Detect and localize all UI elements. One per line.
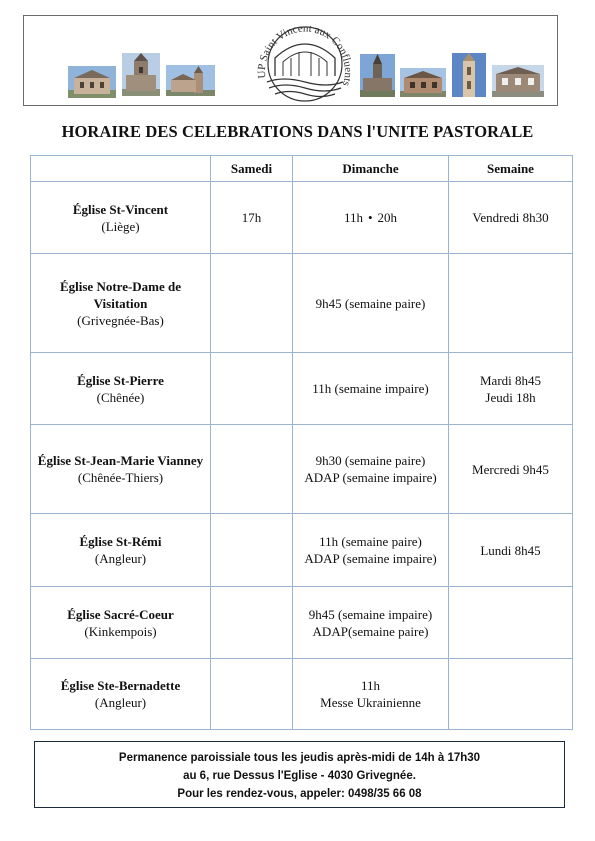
- church-name: Église Sacré-Coeur: [67, 606, 174, 622]
- semaine-time: Jeudi 18h: [485, 389, 536, 405]
- church-cell: [31, 182, 211, 254]
- dimanche-time: 9h45 (semaine impaire): [308, 606, 433, 622]
- church-location: (Angleur): [94, 551, 147, 566]
- dimanche-time: 9h30 (semaine paire): [315, 453, 426, 468]
- parish-office-box: [34, 741, 565, 808]
- dimanche-cell: [293, 659, 449, 730]
- dimanche-cell: [293, 182, 449, 254]
- table-row: [31, 587, 573, 659]
- table-row: [31, 425, 573, 514]
- samedi-cell: [211, 425, 293, 514]
- dimanche-time: ADAP(semaine paire): [312, 623, 429, 639]
- samedi-cell: [211, 514, 293, 587]
- header-samedi: Samedi: [211, 156, 293, 182]
- dimanche-time: 11h: [343, 210, 363, 225]
- semaine-time: Mardi 8h45: [479, 372, 542, 388]
- samedi-cell: [211, 254, 293, 353]
- church-photo-2: [122, 53, 160, 96]
- semaine-cell: [449, 182, 573, 254]
- dimanche-time: Messe Ukrainienne: [320, 695, 421, 710]
- dimanche-time: 20h: [377, 210, 398, 225]
- church-photo-5: [400, 68, 446, 97]
- semaine-cell: [449, 514, 573, 587]
- schedule-table: [30, 155, 573, 730]
- table-row: [31, 254, 573, 353]
- church-location: (Chênée): [96, 389, 145, 405]
- church-location: (Grivegnée-Bas): [77, 312, 164, 328]
- office-hours-text: Permanence paroissiale tous les jeudis après-midi de 14h à 17h30: [118, 752, 481, 764]
- dimanche-time: 11h (semaine paire): [319, 534, 422, 549]
- church-photo-7: [492, 65, 544, 97]
- samedi-cell: [211, 587, 293, 659]
- samedi-cell: [211, 353, 293, 425]
- dimanche-time: 11h (semaine impaire): [312, 381, 429, 396]
- header-banner: [23, 15, 558, 106]
- parish-logo: [253, 24, 357, 104]
- table-row: [31, 514, 573, 587]
- church-cell: [31, 353, 211, 425]
- header-semaine: Semaine: [449, 156, 573, 182]
- church-name: Église St-Vincent: [72, 201, 169, 217]
- dimanche-cell: [293, 353, 449, 425]
- office-phone-text: Pour les rendez-vous, appeler: 0498/35 66 08: [177, 788, 422, 800]
- semaine-time: Lundi 8h45: [480, 542, 541, 558]
- church-photo-3: [166, 65, 215, 96]
- church-location: (Chênée-Thiers): [77, 470, 164, 485]
- samedi-cell: [211, 659, 293, 730]
- dimanche-time: ADAP (semaine impaire): [304, 551, 437, 566]
- semaine-cell: [449, 587, 573, 659]
- church-name: Église Notre-Dame de Visitation: [59, 278, 182, 311]
- church-name: Église St-Rémi: [79, 534, 162, 549]
- header-dimanche: Dimanche: [293, 156, 449, 182]
- church-cell: [31, 425, 211, 514]
- office-address-text: au 6, rue Dessus l'Eglise - 4030 Grivegnée.: [183, 770, 416, 782]
- semaine-time: Mercredi 9h45: [472, 461, 549, 477]
- table-row: [31, 182, 573, 254]
- dimanche-time: ADAP (semaine impaire): [304, 470, 437, 485]
- church-photo-6: [452, 53, 486, 97]
- dimanche-cell: [293, 514, 449, 587]
- semaine-cell: [449, 254, 573, 353]
- dimanche-time: 11h: [360, 678, 381, 693]
- semaine-cell: [449, 353, 573, 425]
- dimanche-cell: [293, 425, 449, 514]
- church-name: Église St-Pierre: [77, 372, 164, 388]
- church-cell: [31, 514, 211, 587]
- bullet-separator: •: [367, 210, 373, 225]
- semaine-cell: [449, 425, 573, 514]
- church-location: (Angleur): [94, 695, 147, 710]
- dimanche-cell: [293, 254, 449, 353]
- church-location: (Kinkempois): [84, 623, 157, 639]
- church-photo-1: [68, 66, 116, 98]
- dimanche-cell: [293, 587, 449, 659]
- table-row: [31, 353, 573, 425]
- semaine-time: Vendredi 8h30: [472, 210, 549, 225]
- church-cell: [31, 254, 211, 353]
- church-name: Église St-Jean-Marie Vianney: [37, 453, 204, 468]
- table-header-row: [31, 156, 573, 182]
- church-cell: [31, 659, 211, 730]
- church-location: (Liège): [101, 218, 140, 234]
- semaine-cell: [449, 659, 573, 730]
- church-name: Église Ste-Bernadette: [60, 678, 181, 693]
- logo-text: UP Saint Vincent aux Confluents: [255, 24, 355, 88]
- dimanche-time: 9h45 (semaine paire): [315, 295, 426, 311]
- header-church: [31, 156, 211, 182]
- samedi-cell: 17h: [211, 182, 293, 254]
- church-cell: [31, 587, 211, 659]
- page-title: HORAIRE DES CELEBRATIONS DANS l'UNITE PASTORALE: [61, 122, 534, 141]
- church-photo-4: [360, 54, 395, 97]
- table-row: [31, 659, 573, 730]
